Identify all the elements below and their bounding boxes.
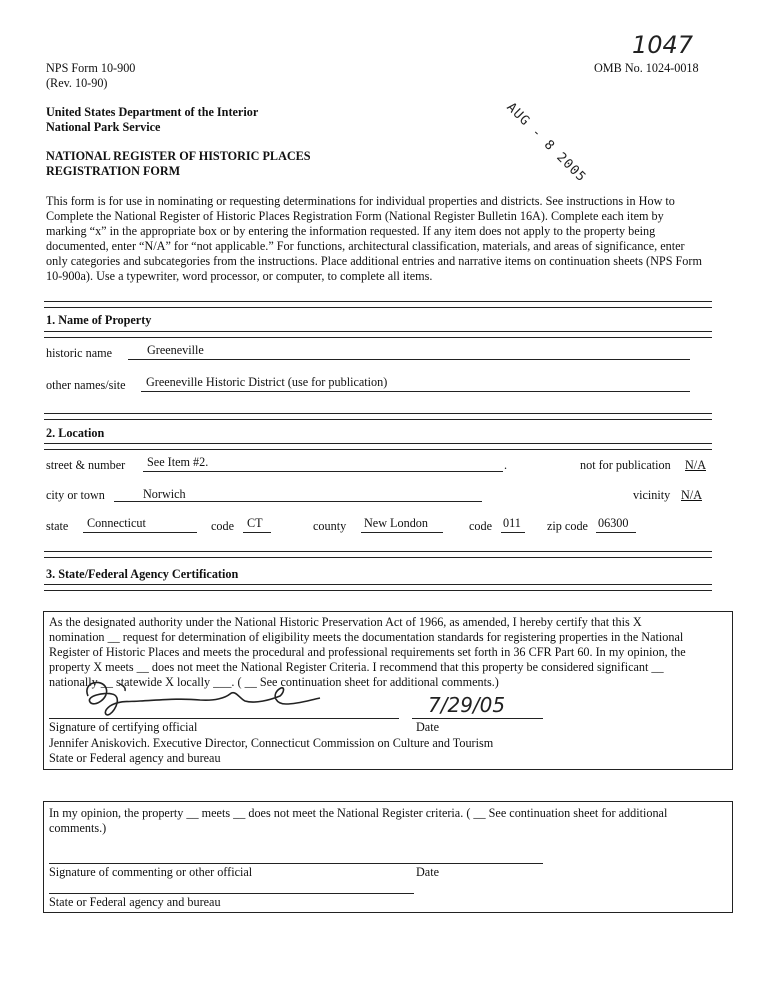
intro-line: documented, enter “N/A” for “not applicable.” For functions, architectural classification, materials, and areas of significance, enter (46, 239, 685, 253)
certification-text: nationally __ statewide X locally ___. ( __ See continuation sheet for additional comments.) (49, 675, 499, 689)
certification-text: As the designated authority under the National Historic Preservation Act of 1966, as amended, I hereby certify that this X (49, 615, 642, 629)
historic-name-field[interactable] (128, 359, 690, 360)
county-field[interactable] (361, 532, 443, 533)
certification-date-line[interactable] (412, 718, 543, 719)
state-code-label: code (211, 519, 235, 533)
county-label: county (313, 519, 347, 533)
historic-name-label: historic name (46, 346, 112, 360)
section-divider (44, 331, 712, 338)
comment-text: comments.) (49, 821, 107, 835)
not-for-publication-value[interactable]: N/A (685, 458, 706, 472)
zip-value: 06300 (598, 516, 629, 530)
intro-line: 10-900a). Use a typewriter, word processor, or computer, to complete all items. (46, 269, 433, 283)
street-label: street & number (46, 458, 126, 472)
section-1-heading: 1. Name of Property (46, 313, 152, 327)
certification-date-label: Date (416, 720, 440, 734)
form-revision: (Rev. 10-90) (46, 76, 108, 90)
state-value: Connecticut (87, 516, 146, 530)
state-code-field[interactable] (243, 532, 271, 533)
certification-text: property X meets __ does not meet the National Register Criteria. I recommend that this property be considered significant __ (49, 660, 664, 674)
intro-line: only categories and subcategories from the instructions. Place additional entries and narrative items on continuation sheets (NPS Form (46, 254, 702, 268)
intro-line: Complete the National Register of Historic Places Registration Form (National Register Bulletin 16A). Complete each item by (46, 209, 664, 223)
city-label: city or town (46, 488, 105, 502)
certifying-official-name: Jennifer Aniskovich. Executive Director, Connecticut Commission on Culture and Tourism (49, 736, 494, 750)
comment-text: In my opinion, the property __ meets __ does not meet the National Register criteria. ( __ See continuation sheet for additional (49, 806, 668, 820)
county-code-value: 011 (503, 516, 521, 530)
certifying-agency-label: State or Federal agency and bureau (49, 751, 221, 765)
county-code-field[interactable] (501, 532, 525, 533)
county-value: New London (364, 516, 428, 530)
historic-name-value: Greeneville (147, 343, 204, 357)
section-divider (44, 584, 712, 591)
zip-label: zip code (547, 519, 588, 533)
omb-number: OMB No. 1024-0018 (594, 61, 699, 75)
form-subtitle: REGISTRATION FORM (46, 164, 181, 178)
section-divider (44, 301, 712, 308)
department-name: United States Department of the Interior (46, 105, 259, 119)
section-divider (44, 443, 712, 450)
section-divider (44, 413, 712, 420)
form-title: NATIONAL REGISTER OF HISTORIC PLACES (46, 149, 311, 163)
zip-field[interactable] (596, 532, 636, 533)
section-divider (44, 551, 712, 558)
intro-line: marking “x” in the appropriate box or by entering the information requested. If any item does not apply to the property being (46, 224, 656, 238)
received-date-stamp: AUG - 8 2005 (503, 100, 589, 186)
commenting-agency-line[interactable] (49, 893, 414, 894)
service-name: National Park Service (46, 120, 161, 134)
certification-date-value: 7/29/05 (428, 693, 506, 717)
intro-line: This form is for use in nominating or requesting determinations for individual properties and districts. See instructions in How to (46, 194, 675, 208)
commenting-date-label: Date (416, 865, 440, 879)
street-end-dot: . (504, 458, 508, 472)
certifying-official-signature (80, 674, 330, 720)
street-value: See Item #2. (147, 455, 209, 469)
certification-text: Register of Historic Places and meets the procedural and professional requirements set forth in 36 CFR Part 60. In my opinion, the (49, 645, 686, 659)
state-code-value: CT (247, 516, 263, 530)
vicinity-value[interactable]: N/A (681, 488, 702, 502)
section-2-heading: 2. Location (46, 426, 105, 440)
form-number: NPS Form 10-900 (46, 61, 136, 75)
handwritten-number: 1047 (632, 31, 694, 59)
state-field[interactable] (83, 532, 197, 533)
other-names-label: other names/site (46, 378, 126, 392)
city-value: Norwich (143, 487, 186, 501)
section-3-heading: 3. State/Federal Agency Certification (46, 567, 239, 581)
commenting-signature-line[interactable] (49, 863, 543, 864)
vicinity-label: vicinity (633, 488, 671, 502)
commenting-agency-label: State or Federal agency and bureau (49, 895, 221, 909)
other-names-field[interactable] (141, 391, 690, 392)
other-names-value: Greeneville Historic District (use for publication) (146, 375, 388, 389)
certification-text: nomination __ request for determination of eligibility meets the documentation standards for registering properties in the National (49, 630, 684, 644)
commenting-signature-label: Signature of commenting or other official (49, 865, 253, 879)
street-field[interactable] (143, 471, 503, 472)
certifying-signature-label: Signature of certifying official (49, 720, 198, 734)
not-for-publication-label: not for publication (580, 458, 671, 472)
certifying-signature-line[interactable] (49, 718, 399, 719)
county-code-label: code (469, 519, 493, 533)
state-label: state (46, 519, 69, 533)
